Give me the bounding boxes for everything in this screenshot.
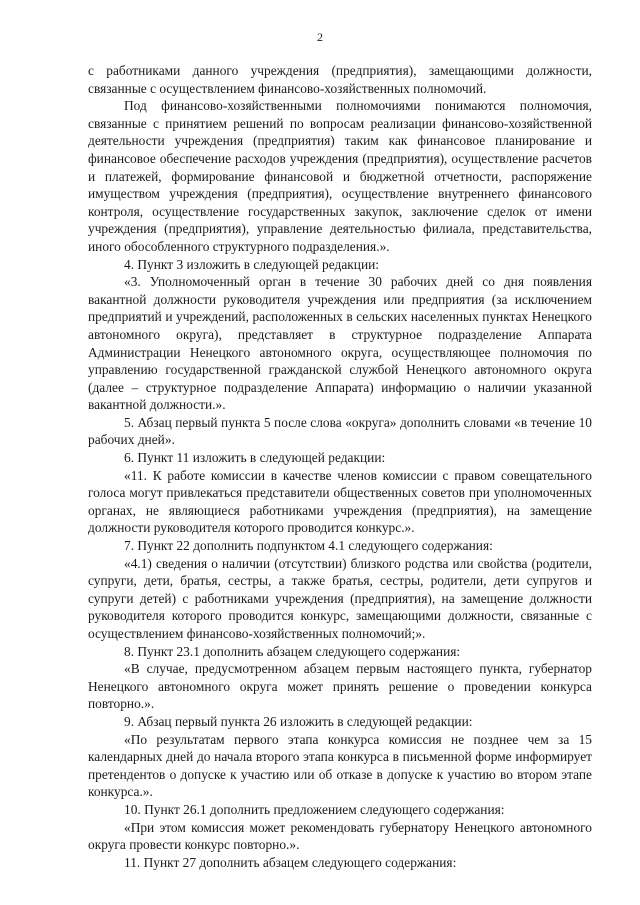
paragraph-continuation: с работниками данного учреждения (предприятия), замещающими должности, связанные с осуществлением финансово-хозяйственных полномочий.: [88, 63, 592, 96]
paragraph-definition: Под финансово-хозяйственными полномочиями понимаются полномочия, связанные с принятием решений по вопросам реализации финансово-хозяйственной деятельности учреждения (предприятия) таким как финансовое планирование и финансовое обеспечение расходов учреждения (предприятия), осуществление расчетов и платежей, формирование финансовой и бюджетной отчетности, распоряжение имуществом учреждения (предприятия), осуществление внутреннего финансового контроля, осуществление государственных закупок, заключение сделок от имени учреждения (предприятия), управление деятельностью филиала, представительства, иного обособленного структурного подразделения.».: [88, 98, 592, 254]
paragraph-item-6: 6. Пункт 11 изложить в следующей редакции:: [124, 450, 386, 466]
document-body: [88, 62, 592, 871]
paragraph-item-4: 4. Пункт 3 изложить в следующей редакции:: [124, 256, 380, 272]
page-number: 2: [317, 30, 323, 44]
paragraph-item-11: 11. Пункт 27 дополнить абзацем следующего содержания:: [124, 854, 457, 870]
paragraph-item-8-text: «В случае, предусмотренном абзацем первым настоящего пункта, губернатор Ненецкого автономного округа может принять решение о проведении конкурса повторно.».: [88, 661, 592, 712]
paragraph-item-4-text: «3. Уполномоченный орган в течение 30 рабочих дней со дня появления вакантной должности руководителя учреждения или предприятия (за исключением предприятий и учреждений, расположенных в сельских населенных пунктах Ненецкого автономного округа), представляет в структурное подразделение Аппарата Администрации Ненецкого автономного округа, осуществляющее полномочия по управлению государственной гражданской службой Ненецкого автономного округа (далее – структурное подразделение Аппарата) информацию о наличии указанной вакантной должности.».: [88, 274, 592, 413]
paragraph-item-9-text: «По результатам первого этапа конкурса комиссия не позднее чем за 15 календарных дней до начала второго этапа конкурса в письменной форме информирует претендентов о допуске к участию или об отказе в допуске к участию во втором этапе конкурса.».: [88, 731, 592, 800]
paragraph-item-6-text: «11. К работе комиссии в качестве членов комиссии с правом совещательного голоса могут привлекаться представители общественных советов при уполномоченных органах, не являющиеся работниками учреждения (предприятия), на замещение должности руководителя которого проводится конкурс.».: [88, 467, 592, 536]
paragraph-item-10-text: «При этом комиссия может рекомендовать губернатору Ненецкого автономного округа провести конкурс повторно.».: [88, 819, 592, 853]
paragraph-item-7: 7. Пункт 22 дополнить подпунктом 4.1 следующего содержания:: [124, 538, 493, 554]
paragraph-item-7-text: «4.1) сведения о наличии (отсутствии) близкого родства или свойства (родители, супруги, дети, братья, сестры, а также братья, сестры, родители, дети супругов и супруги детей) с работниками учреждения (предприятия), на замещение должности руководителя которого проводится конкурс, замещающими должности, связанные с осуществлением финансово-хозяйственных полномочий;».: [88, 555, 592, 641]
paragraph-item-10: 10. Пункт 26.1 дополнить предложением следующего содержания:: [124, 801, 505, 817]
paragraph-item-8: 8. Пункт 23.1 дополнить абзацем следующего содержания:: [124, 643, 461, 659]
paragraph-item-9: 9. Абзац первый пункта 26 изложить в следующей редакции:: [124, 713, 473, 729]
paragraph-item-5: 5. Абзац первый пункта 5 после слова «округа» дополнить словами «в течение 10 рабочих дней».: [88, 414, 592, 448]
